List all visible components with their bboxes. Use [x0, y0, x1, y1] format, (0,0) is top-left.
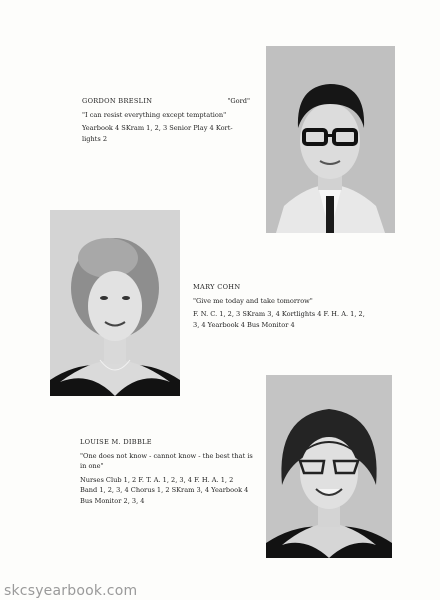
student-activities: F. N. C. 1, 2, 3 SKram 3, 4 Kortlights 4 F. H. A. 1, 2, 3, 4 Yearbook 4 Bus Monitor 4: [193, 310, 365, 329]
student-motto: "Give me today and take tomorrow": [193, 296, 313, 305]
portrait-photo-gordon: [266, 46, 395, 233]
portrait-photo-mary: [50, 210, 180, 396]
student-name: MARY COHN: [193, 283, 241, 291]
student-nickname: "Gord": [227, 97, 250, 105]
student-motto: "One does not know - cannot know - the best that is in one": [80, 451, 253, 470]
student-entry-gordon: [82, 96, 250, 144]
student-activities: Nurses Club 1, 2 F. T. A. 1, 2, 3, 4 F. H. A. 1, 2 Band 1, 2, 3, 4 Chorus 1, 2 SKram 3, 4 Yearbook 4 Bus Monitor 2, 3, 4: [80, 475, 249, 505]
student-entry-louise: [80, 437, 256, 506]
student-activities: Yearbook 4 SKram 1, 2, 3 Senior Play 4 Kort-lights 2: [82, 124, 233, 143]
student-name: GORDON BRESLIN: [82, 97, 153, 105]
portrait-photo-louise: [266, 375, 392, 558]
student-name: LOUISE M. DIBBLE: [80, 438, 152, 446]
student-motto: "I can resist everything except temptation": [82, 110, 227, 119]
student-entry-mary: [193, 282, 373, 330]
site-watermark: skcsyearbook.com: [4, 583, 138, 599]
